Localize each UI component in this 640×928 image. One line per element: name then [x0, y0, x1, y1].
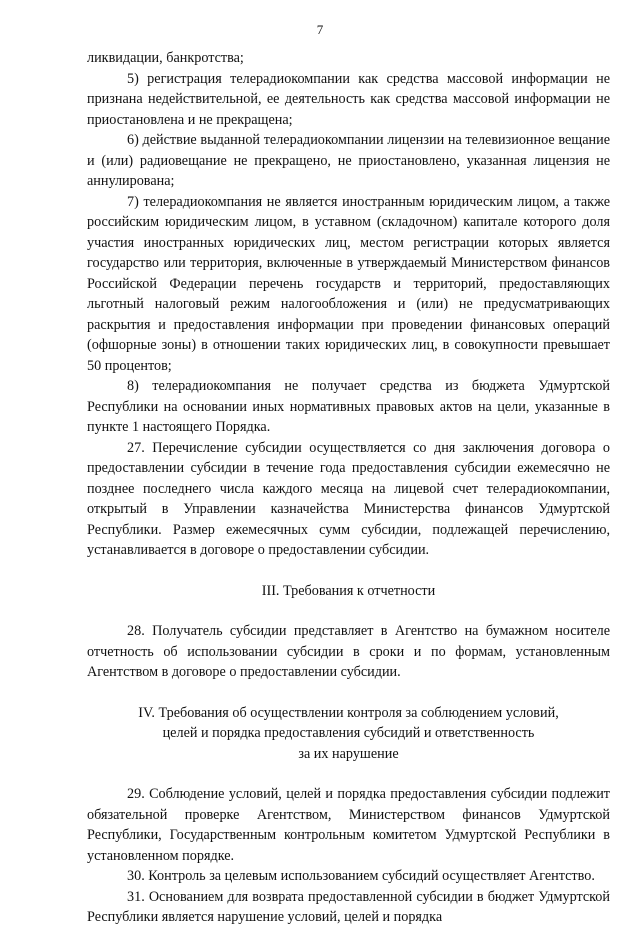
- paragraph-item-7: 7) телерадиокомпания не является иностранным юридическим лицом, а также российским юридическим лицом, в уставном (складочном) капитале которого доля участия иностранных юридических лиц, местом регистрации которых является государство или территория, включенные в утверждаемый Министерством финансов Российской Федерации перечень государств и территорий, предоставляющих льготный налоговый режим налогообложения и (или) не предусматривающих раскрытия и предоставления информации при проведении финансовых операций (офшорные зоны) в отношении таких юридических лиц, в совокупности превышает 50 процентов;: [87, 193, 610, 374]
- paragraph-item-5: 5) регистрация телерадиокомпании как средства массовой информации не признана недействительной, ее деятельность как средства массовой информации не приостановлена и не прекращена;: [87, 70, 610, 128]
- section-3-heading: III. Требования к отчетности: [261, 582, 436, 599]
- paragraph-31: 31. Основанием для возврата предоставленной субсидии в бюджет Удмуртской Республики является нарушение условий, целей и порядка: [87, 888, 610, 925]
- section-4-heading-line-3: за их нарушение: [298, 745, 399, 762]
- section-4-heading: [87, 703, 610, 765]
- section-4-heading-line-1: IV. Требования об осуществлении контроля за соблюдением условий,: [138, 704, 559, 721]
- page-number: 7: [316, 22, 324, 37]
- paragraph-29: 29. Соблюдение условий, целей и порядка предоставления субсидии подлежит обязательной проверке Агентством, Министерством финансов Удмуртской Республики, Государственным контрольным комитетом Удмуртской Республики в установленном порядке.: [87, 786, 610, 864]
- section-4-heading-line-2: целей и порядка предоставления субсидий и ответственность: [162, 725, 535, 741]
- paragraph-continuation: ликвидации, банкротства;: [87, 50, 244, 66]
- document-body: [87, 48, 610, 928]
- paragraph-item-6: 6) действие выданной телерадиокомпании лицензии на телевизионное вещание и (или) радиовещание не прекращено, не приостановлено, указанная лицензия не аннулирована;: [87, 132, 610, 189]
- paragraph-item-8: 8) телерадиокомпания не получает средства из бюджета Удмуртской Республики на основании иных нормативных правовых актов на цели, указанные в пункте 1 настоящего Порядка.: [87, 378, 610, 435]
- paragraph-28: 28. Получатель субсидии представляет в Агентство на бумажном носителе отчетность об использовании субсидии в сроки и по формам, установленным Агентством в договоре о предоставлении субсидии.: [87, 623, 610, 680]
- paragraph-30: 30. Контроль за целевым использованием субсидий осуществляет Агентство.: [127, 868, 595, 884]
- paragraph-27: 27. Перечисление субсидии осуществляется со дня заключения договора о предоставлении субсидии в течение года предоставления субсидии ежемесячно не позднее последнего числа каждого месяца на лицевой счет телерадиокомпании, открытый в Управлении казначейства Министерства финансов Удмуртской Республики. Размер ежемесячных сумм субсидии, подлежащей перечислению, устанавливается в договоре о предоставлении субсидии.: [87, 439, 610, 558]
